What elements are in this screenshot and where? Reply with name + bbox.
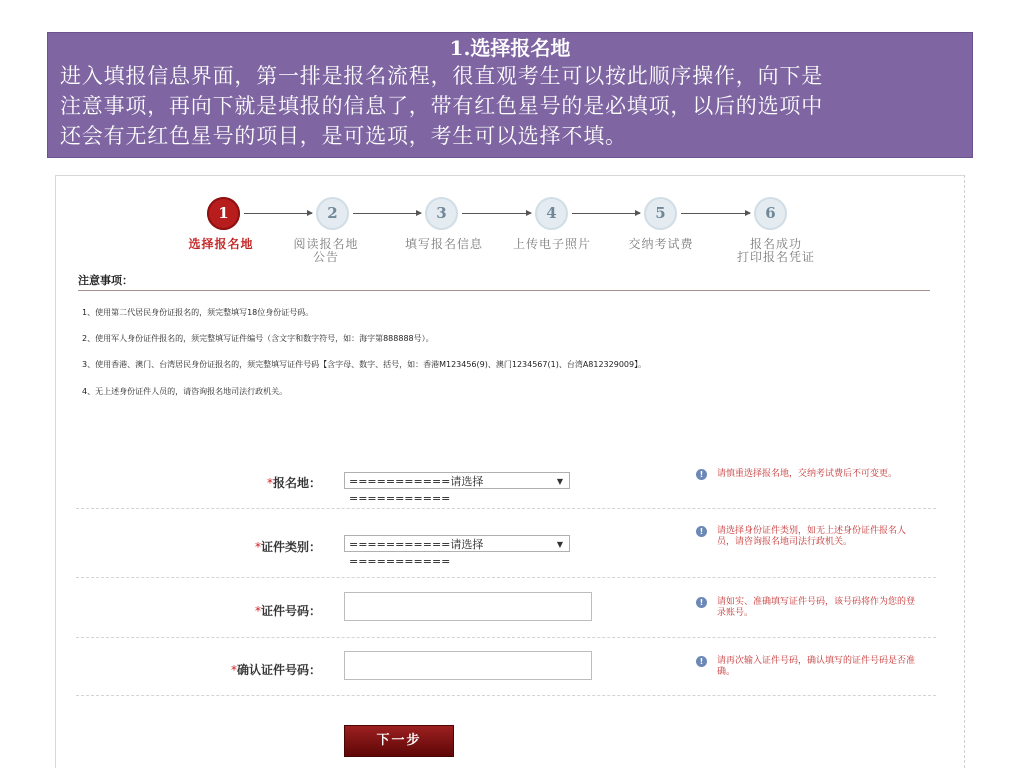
step-2-circle: 2 — [316, 197, 349, 230]
step-arrow — [462, 213, 531, 214]
confirm-id-number-label: *确认证件号码： — [230, 663, 321, 677]
row-divider — [76, 695, 936, 697]
step-arrow — [681, 213, 750, 214]
next-step-button[interactable]: 下一步 — [344, 725, 454, 757]
notice-item: 3、使用香港、澳门、台湾居民身份证报名的，须完整填写证件号码【含字母、数字、括号，如：香港M123456(9)、澳门1234567(1)、台湾A812329009】。 — [82, 360, 647, 369]
info-icon: ! — [696, 656, 707, 667]
step-5-label: 交纳考试费 — [628, 237, 694, 251]
notice-item: 1、使用第二代居民身份证报名的，须完整填写18位身份证号码。 — [82, 308, 314, 317]
step-4-label: 上传电子照片 — [512, 237, 591, 251]
banner-line: 注意事项，再向下就是填报的信息了，带有红色星号的是必填项，以后的选项中 — [60, 94, 823, 118]
step-arrow — [572, 213, 640, 214]
info-icon: ! — [696, 526, 707, 537]
divider — [78, 290, 930, 291]
confirm-id-number-input[interactable] — [344, 651, 592, 680]
step-6-circle: 6 — [754, 197, 787, 230]
step-arrow — [353, 213, 421, 214]
registration-place-label: *报名地： — [266, 476, 321, 490]
progress-steps — [56, 176, 956, 264]
row-divider — [76, 637, 936, 639]
row-divider — [76, 508, 936, 510]
banner-line: 进入填报信息界面，第一排是报名流程，很直观考生可以按此顺序操作，向下是 — [60, 64, 823, 88]
step-arrow — [244, 213, 312, 214]
row-divider — [76, 577, 936, 579]
info-icon: ! — [696, 597, 707, 608]
step-2-label: 阅读报名地 公告 — [293, 237, 359, 264]
id-type-select[interactable]: ===========请选择=========== ▼ — [344, 535, 570, 552]
banner-title: 1.选择报名地 — [449, 36, 571, 60]
step-4-circle: 4 — [535, 197, 568, 230]
id-number-label: *证件号码： — [254, 604, 321, 618]
step-3-label: 填写报名信息 — [404, 237, 483, 251]
banner-body — [48, 61, 972, 151]
registration-panel: 1 2 3 4 5 6 选择报名地 阅读报名地 公告 填写报名信息 上传电子照片 交纳考试费 报名成功 打印报名凭证 注意事项： 1、使用第二代居民身份证报名的，须完整填写18位身份证号码。 2、使用军人身份证件报名的，须完整填写证件编号（含文字和数字符号，如：海字第888888号）。 3、使用香港、澳门、台湾居民身份证报名的，须完整填写证件号码【含字母、数字、括号，如：香港M123456(9)、澳门1234567(1)、台湾A812329009】。 4、无上述身份证件人员的，请咨询报名地司法行政机关。 *报名地： ===========请选择=========== ▼ ! 请慎重选择报名地，交纳考试费后不可变更。 *证件类别： ===========请选择=========== ▼ ! 请选择身份证件类别，如无上述身份证件报名人员，请咨询报名地司法行政机关。 *证件号码： ! 请如实、准确填写证件号码，该号码将作为您的登录账号。 *确认证件号码： ! 请再次输入证件号码，确认填写的证件号码是否准确。 下一步 — [55, 175, 965, 768]
info-icon: ! — [696, 469, 707, 480]
banner-line: 还会有无红色星号的项目，是可选项，考生可以选择不填。 — [60, 124, 627, 148]
caption-banner — [47, 32, 973, 158]
step-5-circle: 5 — [644, 197, 677, 230]
notice-item: 2、使用军人身份证件报名的，须完整填写证件编号（含文字和数字符号，如：海字第888888号）。 — [82, 334, 434, 343]
step-1-label: 选择报名地 — [188, 237, 254, 251]
step-6-label: 报名成功 打印报名凭证 — [736, 237, 815, 264]
chevron-down-icon: ▼ — [556, 477, 563, 486]
notice-title: 注意事项： — [78, 274, 133, 287]
chevron-down-icon: ▼ — [556, 540, 563, 549]
step-1-circle: 1 — [207, 197, 240, 230]
registration-place-select[interactable]: ===========请选择=========== ▼ — [344, 472, 570, 489]
step-3-circle: 3 — [425, 197, 458, 230]
notice-item: 4、无上述身份证件人员的，请咨询报名地司法行政机关。 — [82, 387, 288, 396]
id-number-input[interactable] — [344, 592, 592, 621]
id-type-label: *证件类别： — [254, 540, 321, 554]
